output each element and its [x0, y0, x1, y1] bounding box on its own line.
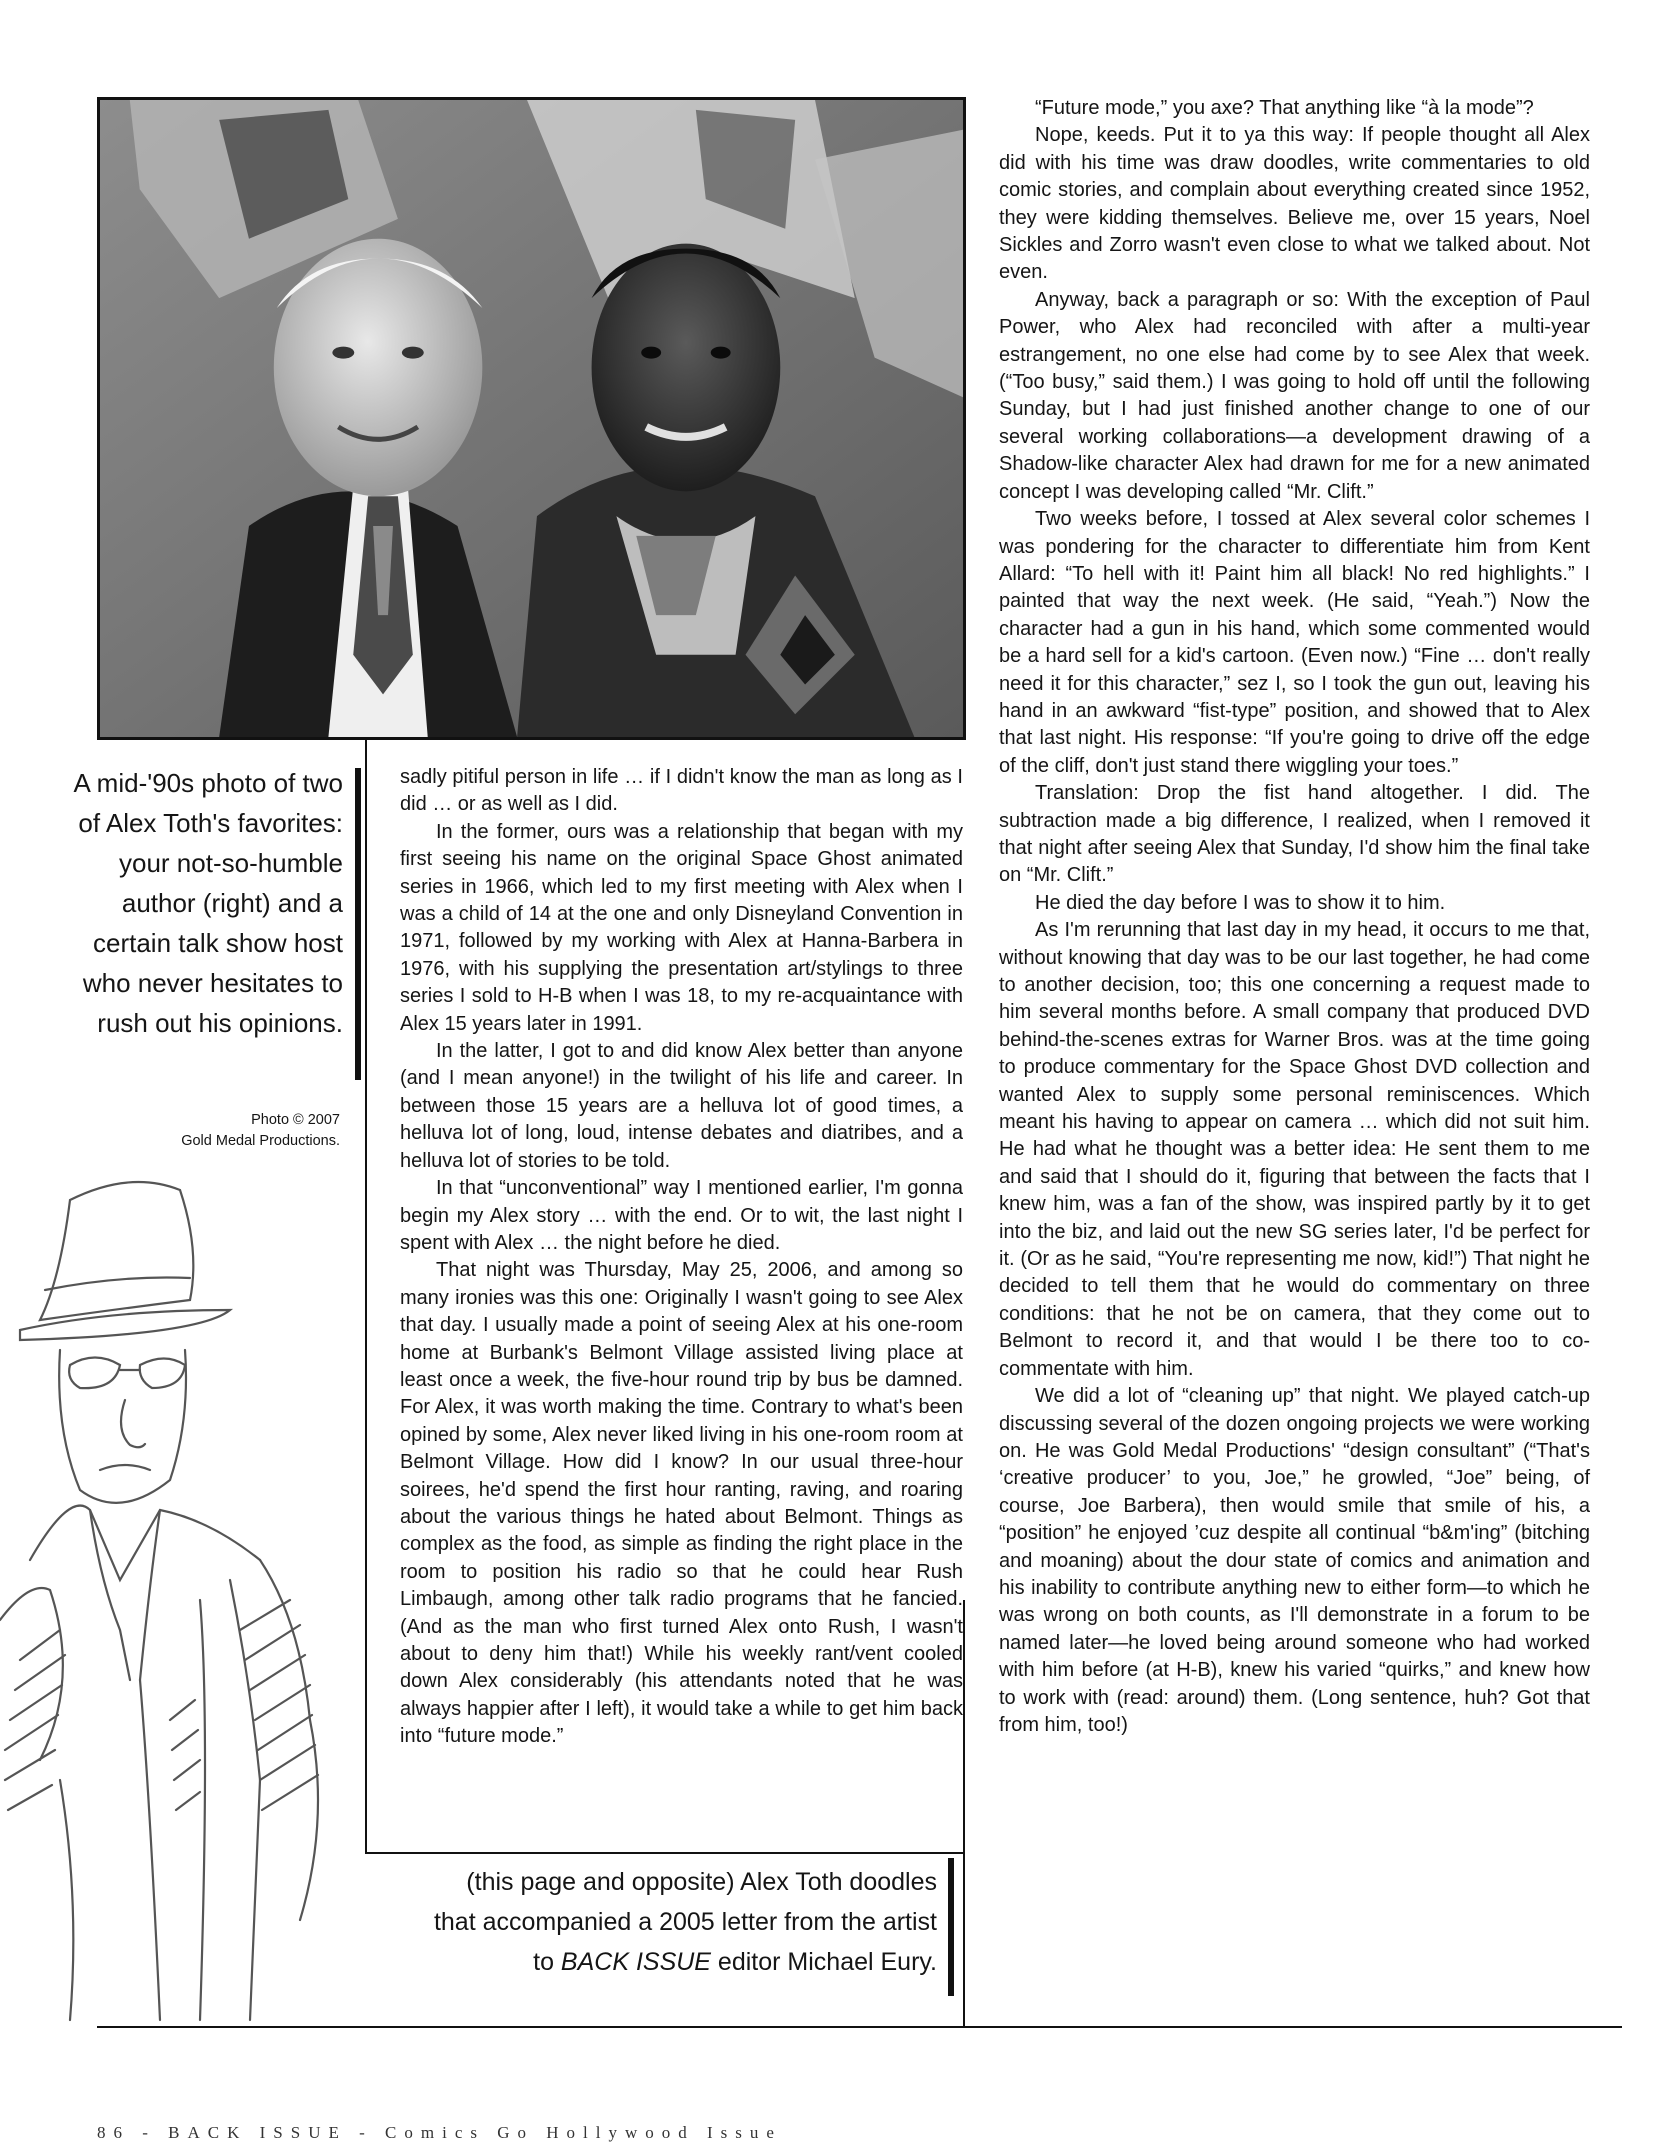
doodle-sketch	[0, 1160, 365, 2030]
column-rule	[365, 1852, 965, 1854]
paragraph: sadly pitiful person in life … if I didn't know the man as long as I did … or as well as I did.	[400, 766, 963, 816]
paragraph: In the latter, I got to and did know Alex better than anyone (and I mean anyone!) in the twilight of his life and career. In between those 15 years are a helluva lot of good times, a helluva lot of long, loud, intense debates and diatribes, and a helluva lot of stories to be told.	[400, 1040, 963, 1172]
doodle-caption-lead: (this page and opposite) Alex Toth doodles that accompanied a 2005 letter from the artist to	[433, 1868, 937, 1976]
page-footer: 86 - BACK ISSUE - Comics Go Hollywood Issue	[97, 2123, 782, 2142]
photo-credit	[120, 1110, 340, 1152]
paragraph: As I'm rerunning that last day in my head, it occurs to me that, without knowing that day was to be our last together, he had come to another decision, too; this one concerning a request made to him several months before. A small company that produced DVD behind-the-scenes extras for Warner Bros. was at the time going to produce commentary for the Space Ghost DVD collection and wanted Alex to supply some personal reminiscences. Which meant his having to appear on camera … which did not suit him. He had what he thought was a better idea: He sent them to me and said that I should do it, figuring that between the facts that I knew him, was a fan of the show, was inspired partly by it to get into the biz, and laid out the new SG series later, I'd be perfect for it. (Or as he said, “You're representing me now, kid!”) That night he decided to tell them that he would do commentary on three conditions: that he not be on camera, that they come out to Belmont to record it, and that would I be there too to co-commentate with him.	[999, 919, 1590, 1380]
photo-two-men	[97, 97, 966, 740]
photo-caption: A mid-'90s photo of two of Alex Toth's favorites: your not-so-humble author (right) and a certain talk show host who never hesitates to rush out his opinions.	[73, 768, 343, 1038]
paragraph: Nope, keeds. Put it to ya this way: If people thought all Alex did with his time was draw doodles, write commentaries to old comic stories, and complain about everything created since 1952, they were kidding themselves. Believe me, over 15 years, Noel Sickles and Zorro wasn't even close to what we talked about. Not even.	[999, 124, 1590, 284]
paragraph: We did a lot of “cleaning up” that night. We played catch-up discussing several of the dozen ongoing projects we were working on. He was Gold Medal Productions' “design consultant” (“That's ‘creative producer’ to you, Joe,” he growled, “Joe” being, of course, Joe Barbera), then would smile that smile of his, a “position” he enjoyed ’cuz despite all continual “b&m'ing” (bitching and moaning) about the dour state of comics and animation and his inability to contribute anything new to either form—to which he was wrong on both counts, as I'll demonstrate in a forum to be named later—he loved being around someone who had worked with him before (at H-B), knew his varied “quirks,” and knew how to work with (read: around) them. (Long sentence, huh? Got that from him, too!)	[999, 1385, 1590, 1736]
paragraph: In the former, ours was a relationship that began with my first seeing his name on the original Space Ghost animated series in 1966, which led to my first meeting with Alex when I was a child of 14 at the one and only Disneyland Convention in 1971, followed by my working with Alex at Hanna-Barbera in 1976, with his supplying the presentation art/stylings to three series I sold to H-B when I was 18, to my re-acquaintance with Alex 15 years later in 1991.	[400, 820, 963, 1035]
column-rule	[963, 1600, 965, 2026]
photo-credit-line: Photo © 2007	[251, 1112, 340, 1128]
article-column-middle	[400, 764, 963, 1751]
paragraph: He died the day before I was to show it to him.	[1035, 891, 1446, 914]
paragraph: Two weeks before, I tossed at Alex several color schemes I was pondering for the character to differentiate him from Kent Allard: “To hell with it! Paint him all black! No red highlights.” I painted that way the next week. (He said, “Yeah.”) Now the character had a gun in his hand, which some commented would be a hard sell for a kid's cartoon. (Even now.) “Fine … don't really need it for this character,” sez I, so I took the gun out, leaving his hand in an awkward “fist-type” position, and showed that to Alex that last night. His response: “If you're going to drive off the edge of the cliff, don't just stand there wiggling your toes.”	[999, 508, 1590, 777]
caption-rule	[355, 768, 361, 1080]
paragraph: “Future mode,” you axe? That anything like “à la mode”?	[1035, 97, 1534, 119]
caption-rule	[948, 1858, 954, 1996]
paragraph: Anyway, back a paragraph or so: With the exception of Paul Power, who Alex had reconciled with after a multi-year estrangement, no one else had come by to see Alex that week. (“Too busy,” said them.) I was going to hold off until the following Sunday, but I had just finished another change to one of our several working collaborations—a development drawing of a Shadow-like character Alex had drawn for me for a new animated concept I was developing called “Mr. Clift.”	[999, 288, 1590, 503]
paragraph: In that “unconventional” way I mentioned earlier, I'm gonna begin my Alex story … with the end. Or to wit, the last night I spent with Alex … the night before he died.	[400, 1177, 963, 1254]
paragraph: Translation: Drop the fist hand altogether. I did. The subtraction made a big difference, I realized, when I removed it that night after seeing Alex that Sunday, I'd show him the final take on “Mr. Clift.”	[999, 782, 1590, 887]
photo-image	[100, 100, 963, 737]
doodle-caption	[420, 1862, 937, 1982]
photo-credit-line: Gold Medal Productions.	[181, 1133, 340, 1149]
column-rule	[365, 740, 367, 1854]
doodle-caption-emph: BACK ISSUE	[560, 1948, 711, 1976]
article-column-right	[999, 95, 1590, 1739]
paragraph: That night was Thursday, May 25, 2006, and among so many ironies was this one: Originally I wasn't going to see Alex that day. I usually made a point of seeing Alex at his one-room home at Burbank's Belmont Village assisted living place at least once a week, the five-hour round trip by bus be damned. For Alex, it was worth making the time. Contrary to what's been opined by some, Alex never liked living in his one-room room at Belmont Village. How did I know? In our usual three-hour soirees, he'd spend the first hour ranting, raving, and roaring about the various things he hated about Belmont. Things as complex as the food, as simple as finding the right place in the room to position his radio so that he could hear Rush Limbaugh, among other talk radio programs that he fancied. (And as the man who first turned Alex onto Rush, I wasn't about to deny him that!) While his weekly rant/vent cooled down Alex considerably (his attendants noted that he was always happier after I left), it would take a while to get him back into “future mode.”	[400, 1259, 963, 1748]
doodle-caption-tail: editor Michael Eury.	[710, 1948, 937, 1976]
